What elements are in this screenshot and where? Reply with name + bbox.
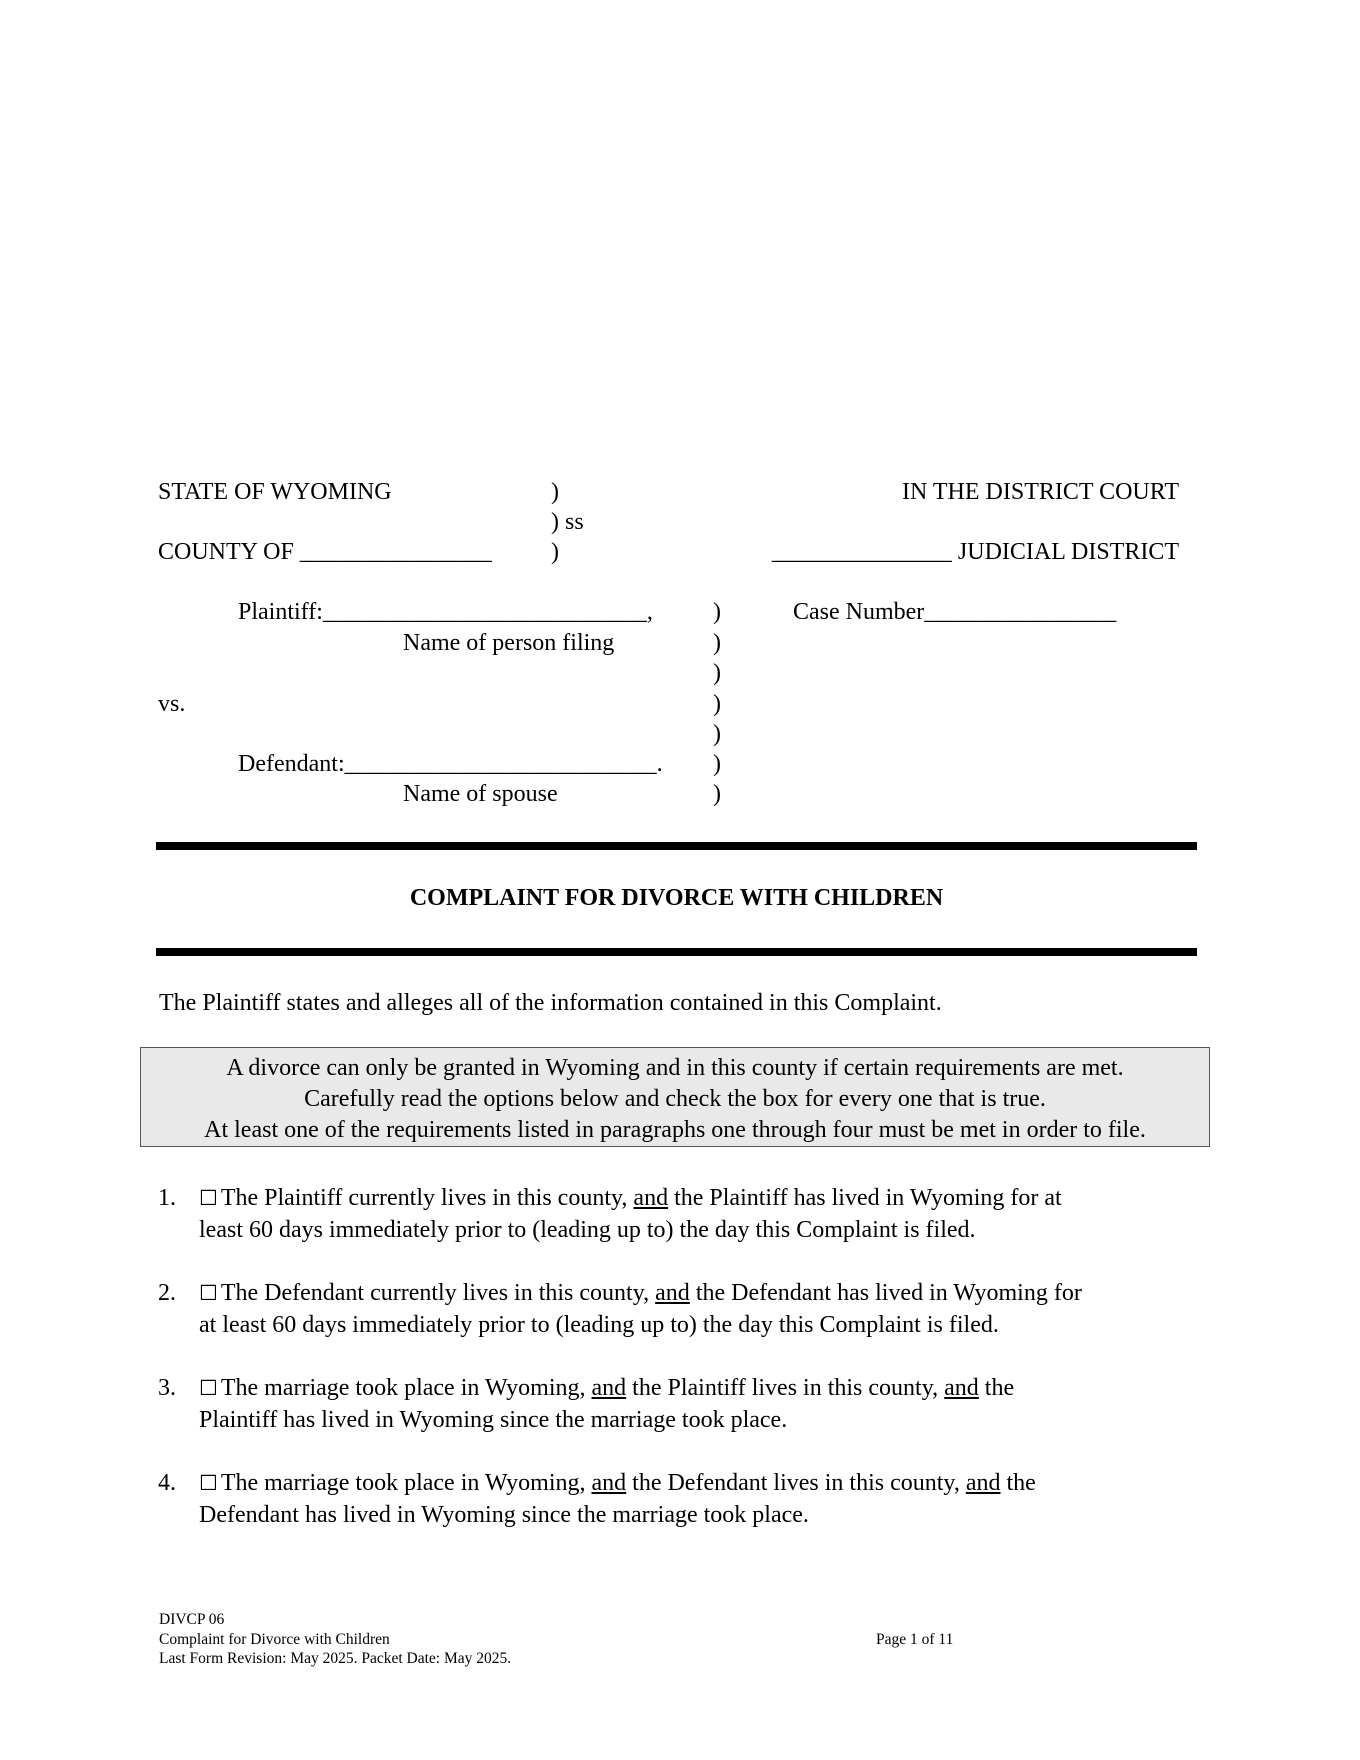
checkbox-icon[interactable]: ☐ xyxy=(199,1376,218,1400)
caption-paren: ) xyxy=(713,599,721,625)
list-item: ☐ The Plaintiff currently lives in this county, and the Plaintiff has lived in Wyoming for at least 60 days immediately prior to (leading up to) the day this Complaint is filed. xyxy=(199,1185,1062,1243)
checkbox-icon[interactable]: ☐ xyxy=(199,1186,218,1210)
page-number: Page 1 of 11 xyxy=(876,1631,954,1648)
caption-paren: ) xyxy=(713,691,721,717)
list-item: ☐ The marriage took place in Wyoming, and the Defendant lives in this county, and the Defendant has lived in Wyoming since the marriage took place. xyxy=(199,1470,1036,1528)
caption-paren: ) xyxy=(551,539,559,565)
item-number: 1. xyxy=(158,1185,176,1211)
caption-paren: ) xyxy=(713,751,721,777)
item-number: 2. xyxy=(158,1280,176,1306)
item-number: 3. xyxy=(158,1375,176,1401)
court-label: IN THE DISTRICT COURT xyxy=(901,479,1179,505)
checkbox-icon[interactable]: ☐ xyxy=(199,1471,218,1495)
top-rule xyxy=(156,842,1197,850)
defendant-hint: Name of spouse xyxy=(403,781,558,807)
case-number-field[interactable]: Case Number________________ xyxy=(793,599,1117,625)
form-name: Complaint for Divorce with Children xyxy=(159,1631,390,1648)
judicial-district-field[interactable]: _______________ JUDICIAL DISTRICT xyxy=(771,539,1179,565)
list-item: ☐ The Defendant currently lives in this county, and the Defendant has lived in Wyoming for at least 60 days immediately prior to (leading up to) the day this Complaint is filed. xyxy=(199,1280,1082,1338)
caption-paren: ) xyxy=(713,630,721,656)
state-label: STATE OF WYOMING xyxy=(158,479,392,505)
bottom-rule xyxy=(156,948,1197,956)
caption-paren: ) xyxy=(713,781,721,807)
caption-ss: ) ss xyxy=(551,509,584,535)
caption-paren: ) xyxy=(713,721,721,747)
defendant-field[interactable]: Defendant:__________________________. xyxy=(238,751,663,777)
notice-line: At least one of the requirements listed in paragraphs one through four must be met in order to file. xyxy=(204,1117,1146,1143)
form-id: DIVCP 06 xyxy=(159,1611,225,1628)
requirements-notice xyxy=(140,1047,1210,1147)
plaintiff-field[interactable]: Plaintiff:___________________________, xyxy=(238,599,653,625)
list-item: ☐ The marriage took place in Wyoming, and the Plaintiff lives in this county, and the Plaintiff has lived in Wyoming since the marriage took place. xyxy=(199,1375,1015,1433)
caption-paren: ) xyxy=(713,660,721,686)
caption-paren: ) xyxy=(551,479,559,505)
vs-label: vs. xyxy=(158,691,186,717)
item-number: 4. xyxy=(158,1470,176,1496)
intro-text: The Plaintiff states and alleges all of the information contained in this Complaint. xyxy=(159,990,942,1016)
notice-line: Carefully read the options below and check the box for every one that is true. xyxy=(304,1086,1046,1112)
plaintiff-hint: Name of person filing xyxy=(403,630,615,656)
checkbox-icon[interactable]: ☐ xyxy=(199,1281,218,1305)
document-title: COMPLAINT FOR DIVORCE WITH CHILDREN xyxy=(409,885,944,911)
county-field[interactable]: COUNTY OF ________________ xyxy=(158,539,492,565)
notice-line: A divorce can only be granted in Wyoming and in this county if certain requirements are met. xyxy=(226,1055,1124,1081)
form-revision: Last Form Revision: May 2025. Packet Date: May 2025. xyxy=(159,1650,512,1667)
